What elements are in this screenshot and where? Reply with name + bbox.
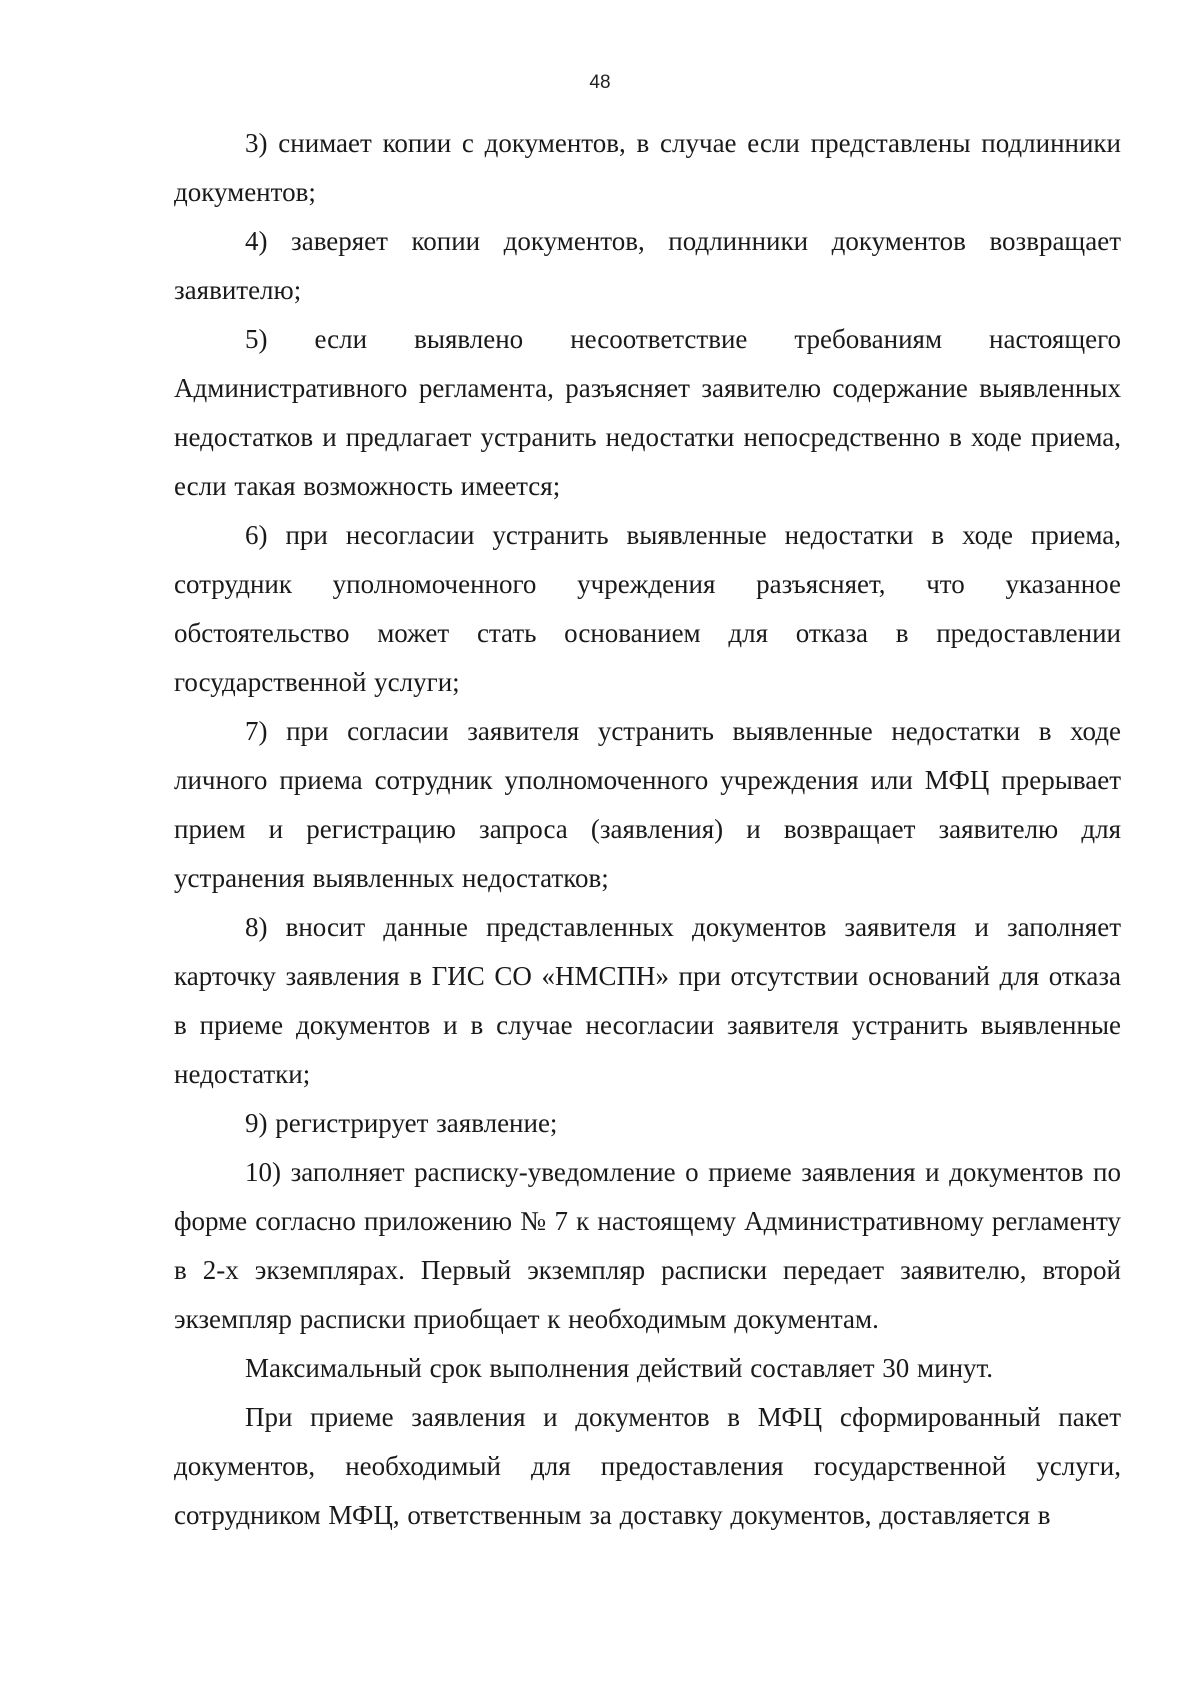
- paragraph-item-7: 7) при согласии заявителя устранить выявленные недостатки в ходе личного приема сотрудник уполномоченного учреждения или МФЦ прерывает прием и регистрацию запроса (заявления) и возвращает заявителю для устранения выявленных недостатков;: [174, 716, 1121, 893]
- paragraph-item-9: 9) регистрирует заявление;: [245, 1108, 558, 1138]
- document-body: [174, 119, 1121, 1540]
- paragraph-max-time: Максимальный срок выполнения действий составляет 30 минут.: [245, 1353, 994, 1383]
- paragraph-item-8: 8) вносит данные представленных документов заявителя и заполняет карточку заявления в ГИС СО «НМСПН» при отсутствии оснований для отказа в приеме документов и в случае несогласии заявителя устранить выявленные недостатки;: [174, 912, 1121, 1089]
- paragraph-item-4: 4) заверяет копии документов, подлинники документов возвращает заявителю;: [174, 226, 1121, 305]
- paragraph-mfc-delivery: При приеме заявления и документов в МФЦ сформированный пакет документов, необходимый для предоставления государственной услуги, сотрудником МФЦ, ответственным за доставку документов, доставляется в: [174, 1402, 1121, 1530]
- paragraph-item-3: 3) снимает копии с документов, в случае если представлены подлинники документов;: [174, 128, 1121, 207]
- paragraph-item-5: 5) если выявлено несоответствие требованиям настоящего Административного регламента, разъясняет заявителю содержание выявленных недостатков и предлагает устранить недостатки непосредственно в ходе приема, если такая возможность имеется;: [174, 324, 1121, 501]
- paragraph-item-10: 10) заполняет расписку-уведомление о приеме заявления и документов по форме согласно приложению № 7 к настоящему Административному регламенту в 2-х экземплярах. Первый экземпляр расписки передает заявителю, второй экземпляр расписки приобщает к необходимым документам.: [174, 1157, 1121, 1334]
- page-number: 48: [589, 72, 611, 93]
- paragraph-item-6: 6) при несогласии устранить выявленные недостатки в ходе приема, сотрудник уполномоченного учреждения разъясняет, что указанное обстоятельство может стать основанием для отказа в предоставлении государственной услуги;: [174, 520, 1121, 697]
